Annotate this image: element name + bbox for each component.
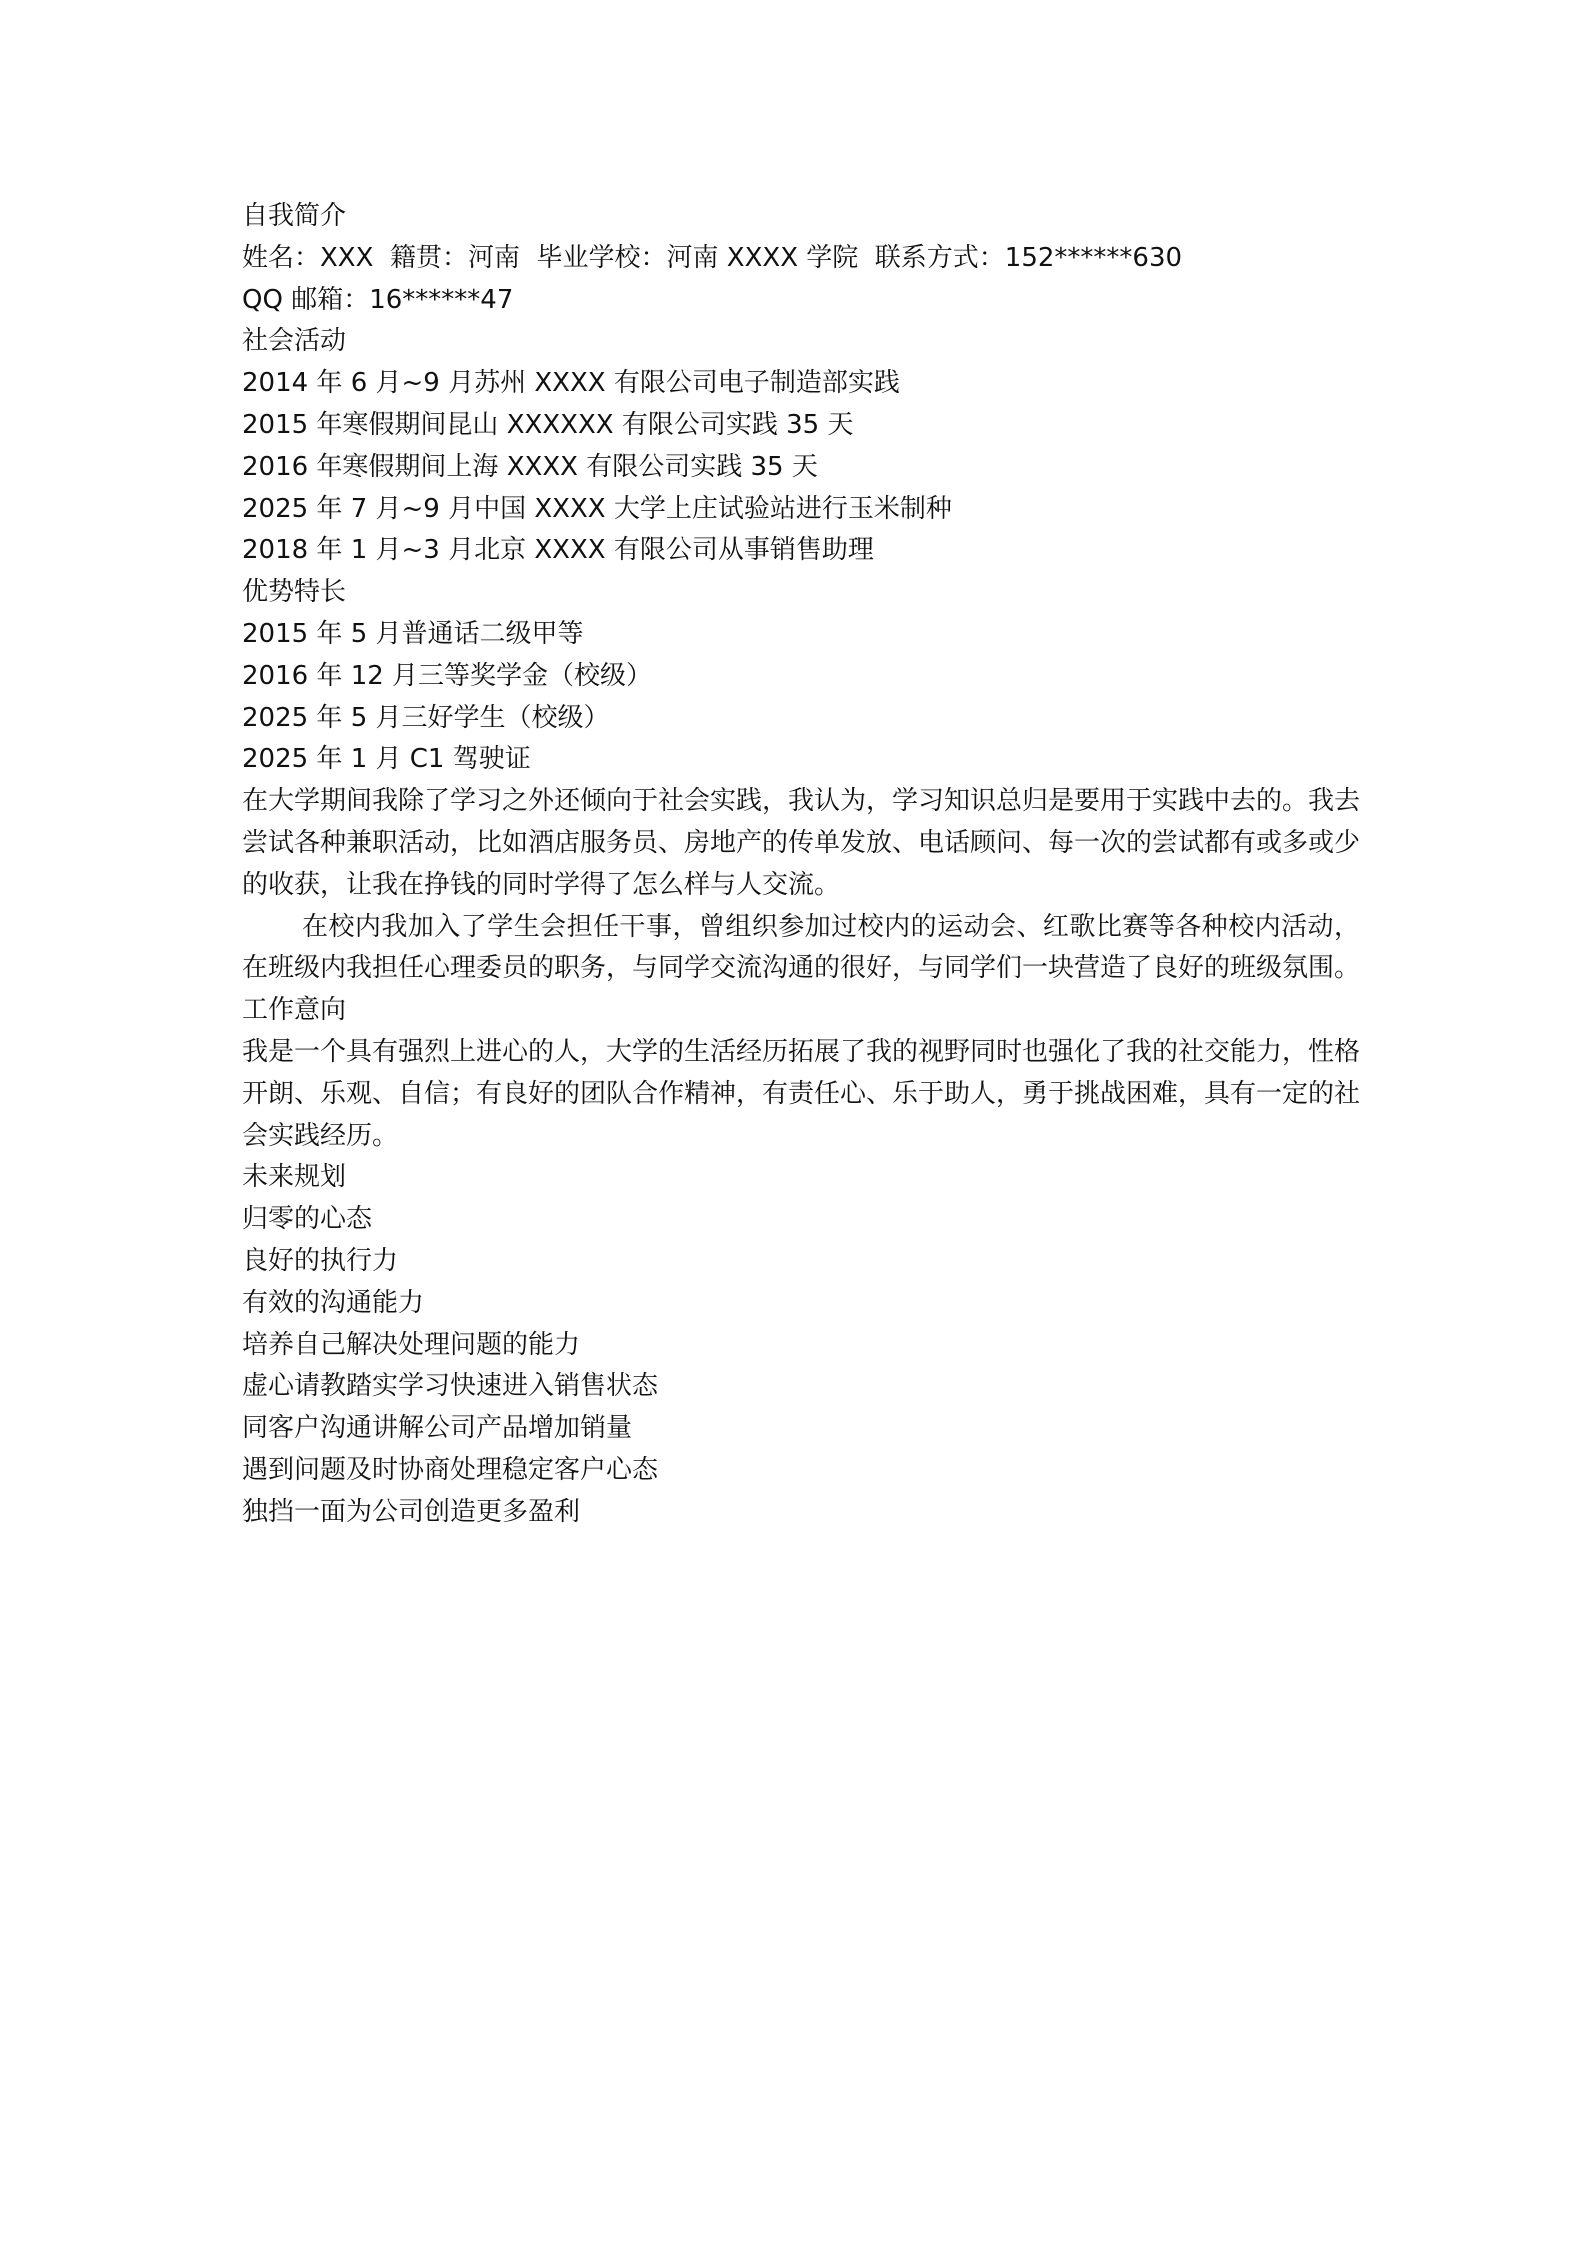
section-heading-strengths: 优势特长 (242, 577, 347, 608)
section-heading-future-plan: 未来规划 (242, 1162, 347, 1193)
plan-item: 归零的心态 (242, 1204, 373, 1235)
plan-item: 培养自己解决处理问题的能力 (242, 1329, 581, 1360)
section-heading-work-intention: 工作意向 (242, 995, 347, 1026)
activity-item: 2018 年 1 月~3 月北京 XXXX 有限公司从事销售助理 (242, 535, 874, 566)
strength-item: 2015 年 5 月普通话二级甲等 (242, 618, 584, 649)
activity-item: 2016 年寒假期间上海 XXXX 有限公司实践 35 天 (242, 451, 818, 482)
plan-item: 同客户沟通讲解公司产品增加销量 (242, 1413, 633, 1444)
activity-item: 2025 年 7 月~9 月中国 XXXX 大学上庄试验站进行玉米制种 (242, 493, 952, 524)
section-heading-social-activities: 社会活动 (242, 326, 347, 357)
plan-item: 虚心请教踏实学习快速进入销售状态 (242, 1371, 659, 1402)
paragraph-campus-activities: 在校内我加入了学生会担任干事，曾组织参加过校内的运动会、红歌比赛等各种校内活动，在班级内我担任心理委员的职务，与同学交流沟通的很好，与同学们一块营造了良好的班级氛围。 (242, 911, 1361, 984)
personal-info-line: 姓名：XXX 籍贯：河南 毕业学校：河南 XXXX 学院 联系方式：152******630 (242, 242, 1183, 273)
paragraph-work-intention: 我是一个具有强烈上进心的人，大学的生活经历拓展了我的视野同时也强化了我的社交能力，性格开朗、乐观、自信；有良好的团队合作精神，有责任心、乐于助人，勇于挑战困难，具有一定的社会实践经历。 (242, 1036, 1361, 1151)
section-heading-intro: 自我简介 (242, 201, 347, 231)
activity-item: 2015 年寒假期间昆山 XXXXXX 有限公司实践 35 天 (242, 409, 854, 440)
plan-item: 良好的执行力 (242, 1245, 399, 1276)
plan-item: 有效的沟通能力 (242, 1287, 425, 1318)
plan-item: 遇到问题及时协商处理稳定客户心态 (242, 1454, 659, 1485)
strength-item: 2025 年 1 月 C1 驾驶证 (242, 744, 531, 775)
activity-item: 2014 年 6 月~9 月苏州 XXXX 有限公司电子制造部实践 (242, 368, 900, 399)
qq-email-line: QQ 邮箱：16******47 (242, 284, 514, 315)
strength-item: 2025 年 5 月三好学生（校级） (242, 702, 610, 733)
paragraph-social-practice: 在大学期间我除了学习之外还倾向于社会实践，我认为，学习知识总归是要用于实践中去的。我去尝试各种兼职活动，比如酒店服务员、房地产的传单发放、电话顾问、每一次的尝试都有或多或少的收获，让我在挣钱的同时学得了怎么样与人交流。 (242, 786, 1361, 900)
document-body (242, 196, 1360, 1534)
plan-item: 独挡一面为公司创造更多盈利 (242, 1496, 581, 1527)
strength-item: 2016 年 12 月三等奖学金（校级） (242, 660, 653, 691)
